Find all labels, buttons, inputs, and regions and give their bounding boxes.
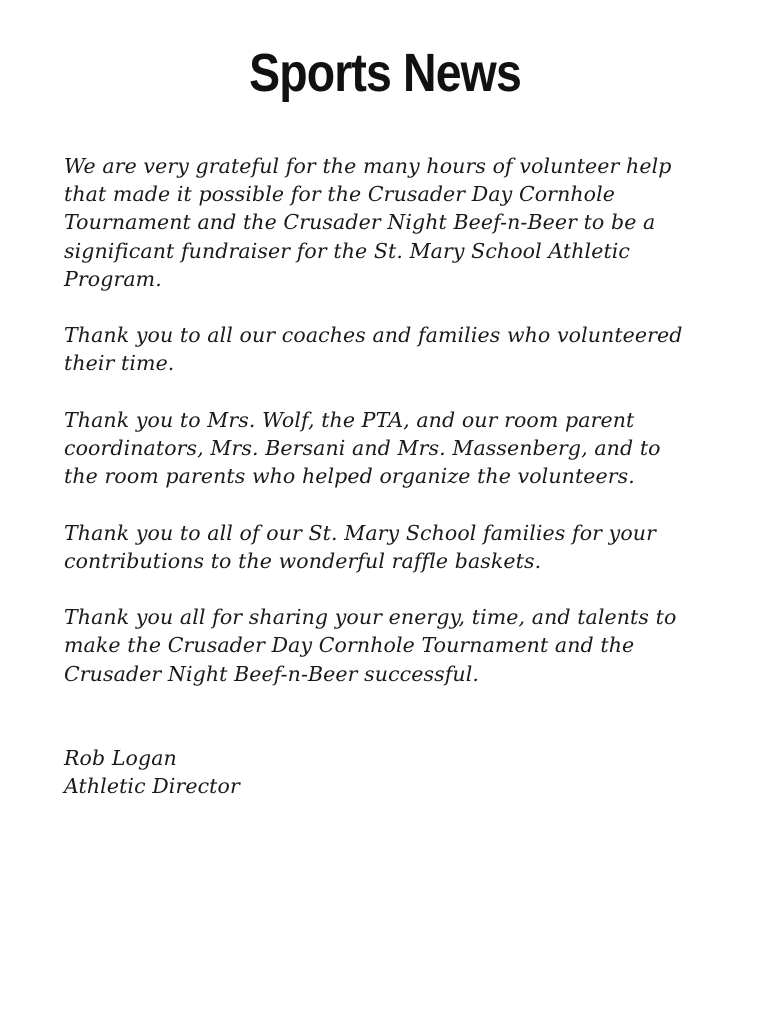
text-line: the room parents who helped organize the volunteers.	[64, 464, 635, 489]
text-line: coordinators, Mrs. Bersani and Mrs. Massenberg, and to	[64, 436, 661, 460]
text-line: significant fundraiser for the St. Mary School Athletic	[64, 238, 631, 263]
paragraph-thanks-pta	[64, 406, 724, 491]
signature-role: Athletic Director	[64, 774, 240, 798]
text-line: make the Crusader Day Cornhole Tournament and the	[64, 633, 635, 658]
signature-name: Rob Logan	[64, 745, 177, 770]
signature-block	[64, 744, 724, 800]
text-line: contributions to the wonderful raffle baskets.	[64, 548, 542, 573]
text-line: their time.	[64, 351, 175, 376]
text-line: Program.	[64, 266, 162, 291]
text-line: Thank you to all of our St. Mary School families for your	[64, 520, 657, 545]
text-line: that made it possible for the Crusader Day Cornhole	[64, 182, 616, 207]
text-line: We are very grateful for the many hours of volunteer help	[64, 154, 672, 178]
text-line: Thank you to Mrs. Wolf, the PTA, and our room parent	[64, 407, 635, 432]
text-line: Tournament and the Crusader Night Beef-n-Beer to be a	[64, 210, 656, 235]
paragraph-thanks-families	[64, 519, 724, 575]
paragraph-thanks-all	[64, 603, 724, 688]
page-title: Sports News	[249, 43, 521, 103]
text-line: Crusader Night Beef-n-Beer successful.	[64, 661, 479, 686]
text-line: Thank you all for sharing your energy, time, and talents to	[64, 605, 677, 630]
paragraph-thanks-volunteers	[64, 152, 724, 293]
text-line: Thank you to all our coaches and families who volunteered	[64, 323, 683, 348]
article-body	[64, 152, 724, 800]
paragraph-thanks-coaches	[64, 321, 724, 377]
